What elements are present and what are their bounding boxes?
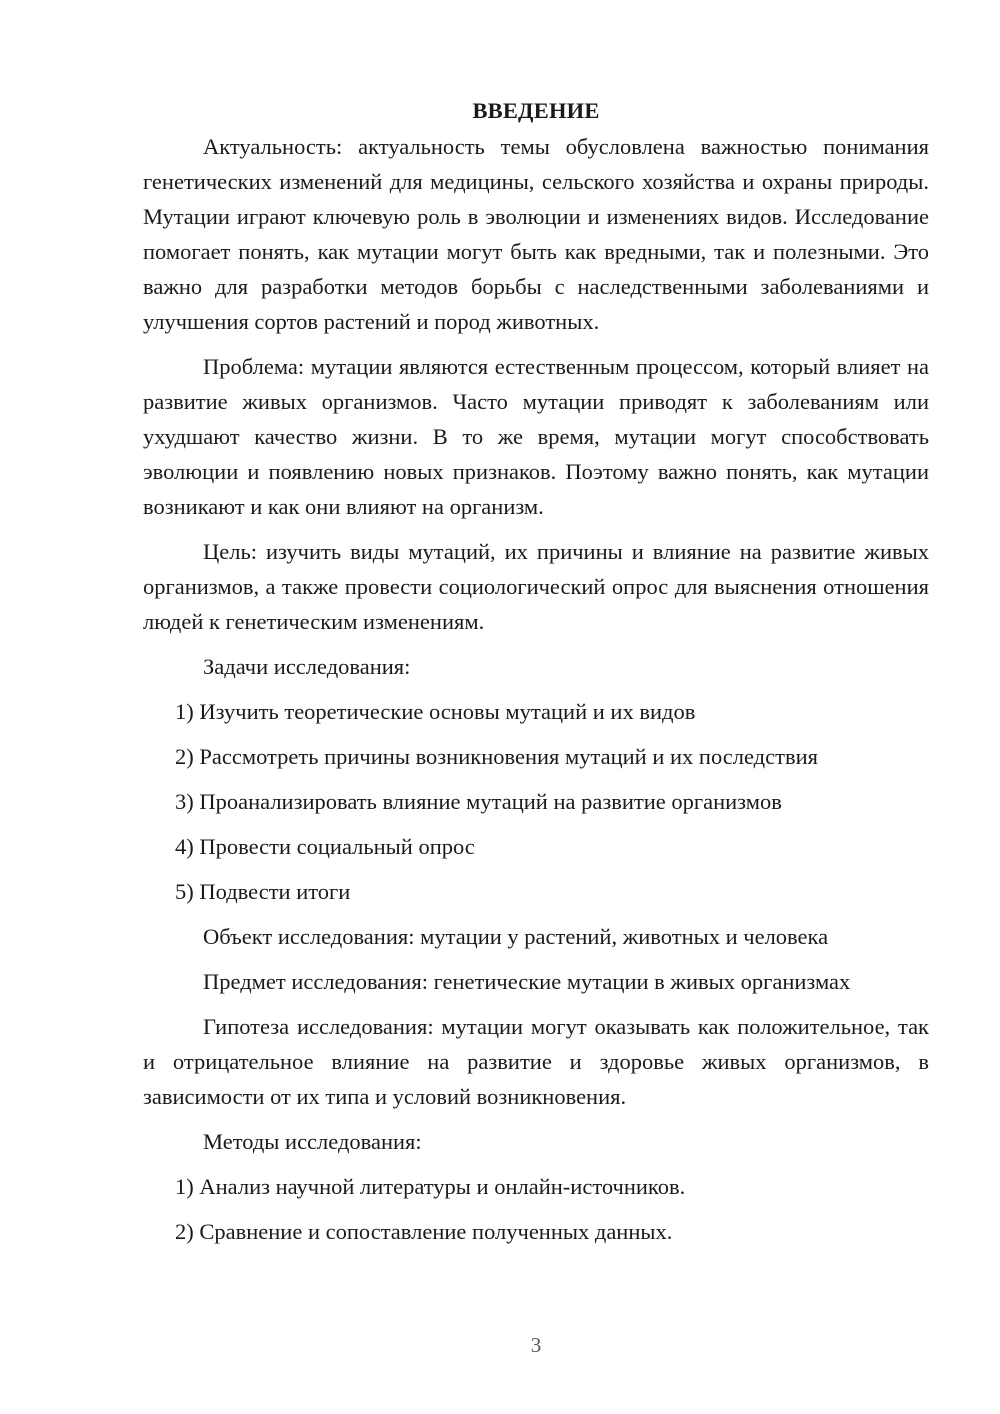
list-item: 4) Провести социальный опрос: [175, 834, 475, 859]
page-body: [143, 96, 929, 1259]
tasks-heading: Задачи исследования:: [203, 654, 411, 679]
list-item: 1) Изучить теоретические основы мутаций и их видов: [175, 699, 696, 724]
paragraph-goal: Цель: изучить виды мутаций, их причины и влияние на развитие живых организмов, а также провести социологический опрос для выяснения отношения людей к генетическим изменениям.: [143, 539, 929, 634]
page-title: ВВЕДЕНИЕ: [472, 98, 600, 123]
list-item: 2) Сравнение и сопоставление полученных данных.: [175, 1219, 673, 1244]
paragraph-relevance: Актуальность: актуальность темы обусловлена важностью понимания генетических изменений для медицины, сельского хозяйства и охраны природы. Мутации играют ключевую роль в эволюции и изменениях видов. Исследование помогает понять, как мутации могут быть как вредными, так и полезными. Это важно для разработки методов борьбы с наследственными заболеваниями и улучшения сортов растений и пород животных.: [143, 134, 929, 334]
list-item: 1) Анализ научной литературы и онлайн-источников.: [175, 1174, 686, 1199]
paragraph-hypothesis: Гипотеза исследования: мутации могут оказывать как положительное, так и отрицательное влияние на развитие и здоровье живых организмов, в зависимости от их типа и условий возникновения.: [143, 1014, 929, 1109]
tasks-list: [143, 694, 929, 909]
list-item: 5) Подвести итоги: [175, 879, 351, 904]
methods-heading: Методы исследования:: [203, 1129, 422, 1154]
paragraph-problem: Проблема: мутации являются естественным процессом, который влияет на развитие живых организмов. Часто мутации приводят к заболеваниям или ухудшают качество жизни. В то же время, мутации могут способствовать эволюции и появлению новых признаков. Поэтому важно понять, как мутации возникают и как они влияют на организм.: [143, 354, 929, 519]
methods-list: [143, 1169, 929, 1249]
paragraph-object: Объект исследования: мутации у растений, животных и человека: [203, 924, 829, 949]
page-number: 3: [530, 1333, 542, 1357]
paragraph-subject: Предмет исследования: генетические мутации в живых организмах: [203, 969, 851, 994]
list-item: 3) Проанализировать влияние мутаций на развитие организмов: [175, 789, 782, 814]
list-item: 2) Рассмотреть причины возникновения мутаций и их последствия: [175, 744, 818, 769]
